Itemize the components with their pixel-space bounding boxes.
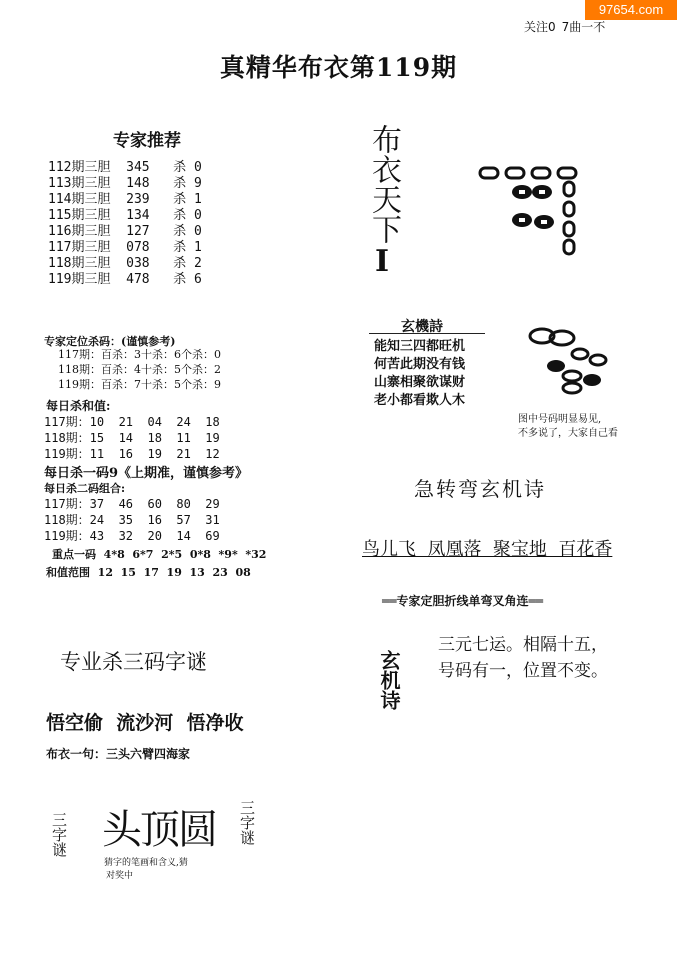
kill-two-rows [44,496,220,544]
expert-row-kill-label: 杀 [173,224,187,239]
urgent-line: 鸟儿飞 凤凰落 聚宝地 百花香 [362,539,613,560]
position-row: 119期：百杀：7十杀：5个杀：9 [58,378,221,391]
buyi-roman: I [375,244,390,279]
expert-row-nums: 038 [126,256,150,271]
expert-row-kill-label: 杀 [173,160,187,175]
xuanji-poem-line: 老小都看欺人木 [374,393,466,408]
riddle-heading: 专业杀三码字谜 [60,650,207,674]
page-title: 真精华布衣第119期 [219,53,458,82]
expert-row-kill: 9 [193,176,202,191]
xuanji-poem-line: 何苦此期没有钱 [374,357,466,372]
expert-row [48,240,202,256]
expert-row-nums: 345 [126,160,150,175]
kill-two-row: 119期：43 32 20 14 69 [44,529,220,543]
xuanji-shi-vertical: 玄机诗 [377,650,401,710]
expert-row-kill-label: 杀 [173,176,187,191]
position-rows [58,347,221,392]
expert-row-nums: 078 [126,240,150,255]
position-row: 117期：百杀：3十杀：6个杀：0 [58,348,221,361]
riddle-hint-1: 猜字的笔画和含义,猜 [104,858,188,868]
xuanji-poem-lines [374,338,465,410]
expert-row-period: 113期三胆 [48,176,111,191]
follow-tail: 7曲一不 [561,20,606,34]
expert-row-kill: 0 [193,224,202,239]
expert-row-nums: 148 [126,176,150,191]
expert-row [48,176,202,192]
expert-row [48,272,202,288]
riddle-hint-2: 对奖中 [106,871,134,881]
expert-row-period: 115期三胆 [48,208,111,223]
expert-row-period: 116期三胆 [48,224,111,239]
expert-row [48,160,202,176]
kill-two-heading: 每日杀二码组合: [44,482,126,495]
sum-rows [44,414,220,462]
dash-right: ══ [528,594,543,608]
riddle-puzzle-chars: 头顶圆 [102,807,216,853]
expert-row [48,224,202,240]
expert-heading: 专家推荐 [113,131,181,151]
expert-row-nums: 478 [126,272,150,287]
expert-row-kill-label: 杀 [173,256,187,271]
riddle-line: 悟空偷 流沙河 悟净收 [46,712,244,734]
kill-two-row: 118期：24 35 16 57 31 [44,513,220,527]
expert-row-period: 118期三胆 [48,256,111,271]
xuanji-note-2: 不多说了，大家自己看 [518,428,618,439]
kill-one: 每日杀一码9《上期准，谨慎参考》 [44,466,249,481]
expert-row-kill-label: 杀 [173,192,187,207]
riddle-saying: 布衣一句：三头六臂四海家 [46,747,191,761]
sum-row: 118期：15 14 18 11 19 [44,431,220,445]
sum-row: 119期：11 16 19 21 12 [44,447,220,461]
dash-left: ══ [382,594,397,608]
expert-rows [48,160,202,288]
coins-picture-side [520,320,630,400]
sum-range: 和值范围 12 15 17 19 13 23 08 [46,566,251,579]
urgent-heading: 急转弯玄机诗 [414,477,546,501]
watermark: 97654.com [585,0,677,20]
expert-row-nums: 134 [126,208,150,223]
expert-row-period: 114期三胆 [48,192,111,207]
follow-text: 关注0 [524,20,556,34]
expert-row [48,256,202,272]
expert-row-period: 119期三胆 [48,272,111,287]
buyi-vertical: 布衣天下 [366,124,401,244]
sum-heading: 每日杀和值: [46,399,111,413]
xuanji-shi-line-2: 号码有一，位置不变。 [438,661,608,681]
expert-row-kill-label: 杀 [173,208,187,223]
key-code: 重点一码 4*8 6*7 2*5 0*8 *9* *32 [52,548,267,561]
expert-row-nums: 127 [126,224,150,239]
riddle-left-label: 三字谜 [50,812,68,857]
position-row: 118期：百杀：4十杀：5个杀：2 [58,363,221,376]
xuanji-note-1: 图中号码明显易见, [518,414,602,425]
kill-two-row: 117期：37 46 60 80 29 [44,497,220,511]
coins-picture-top [470,160,590,260]
expert-row-kill: 1 [193,192,202,207]
expert-row-kill: 0 [193,208,202,223]
expert-row [48,208,202,224]
expert-row [48,192,202,208]
expert-row-kill-label: 杀 [173,272,187,287]
expert-row-kill: 2 [193,256,202,271]
expert-fold-line [382,592,543,609]
sum-row: 117期：10 21 04 24 18 [44,415,220,429]
xuanji-poem-line: 山寨相聚欲谋财 [374,375,466,390]
expert-row-period: 117期三胆 [48,240,111,255]
xuanji-shi-line-1: 三元七运。相隔十五， [438,635,608,655]
expert-row-kill-label: 杀 [173,240,187,255]
expert-row-kill: 1 [193,240,202,255]
expert-row-kill: 0 [193,160,202,175]
riddle-right-label: 三字谜 [238,800,256,845]
position-heading: 专家定位杀码：(谨慎参考) [44,335,176,348]
expert-row-kill: 6 [193,272,202,287]
expert-fold: 专家定胆折线单弯叉角连 [396,594,529,608]
expert-row-nums: 239 [126,192,150,207]
expert-row-period: 112期三胆 [48,160,111,175]
follow-label [524,18,605,35]
xuanji-poem-line: 能知三四都旺机 [374,339,466,354]
xuanji-poem-heading: 玄機詩 [401,319,443,335]
